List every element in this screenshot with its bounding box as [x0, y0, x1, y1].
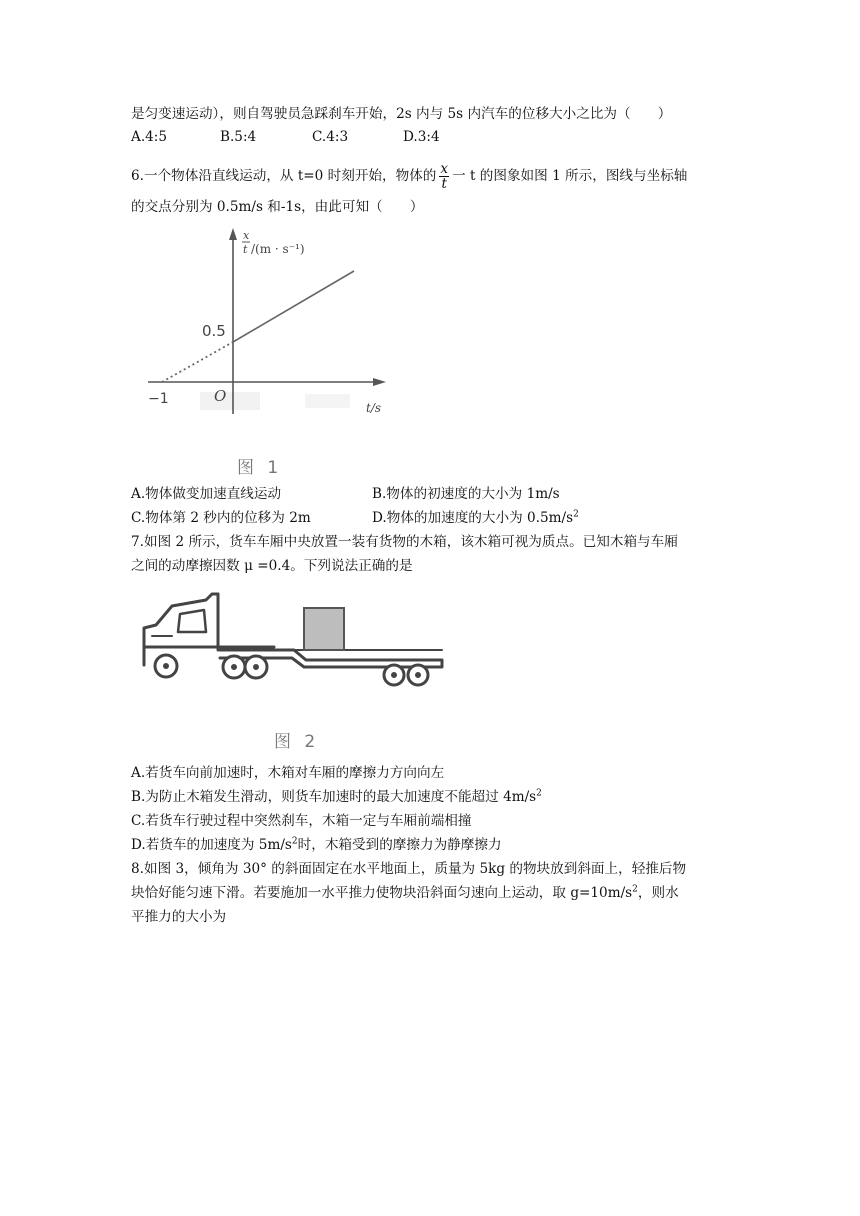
x-axis-arrow: [373, 378, 386, 386]
cab-window: [178, 610, 206, 632]
q6-option-d: [372, 508, 579, 528]
q6-stem-part1: 6.一个物体沿直线运动，从 t=0 时刻开始，物体的: [131, 168, 437, 184]
figure-1-caption: 图 1: [237, 458, 283, 478]
fraction-denominator: t: [441, 176, 447, 192]
scan-blemish: [305, 394, 350, 408]
q5-option-b: B.5:4: [220, 129, 257, 145]
q7-option-d: [131, 835, 502, 855]
q7-option-a: A.若货车向前加速时，木箱对车厢的摩擦力方向向左: [131, 765, 445, 781]
q8-stem-line1: 8.如图 3，倾角为 30° 的斜面固定在水平地面上，质量为 5kg 的物块放到斜面上，轻推后物: [131, 861, 687, 877]
figure-2-truck: [134, 570, 454, 695]
cargo-box: [304, 608, 344, 650]
q6-option-b: B.物体的初速度的大小为 1m/s: [372, 486, 560, 502]
q6-x-over-t-fraction: [439, 162, 449, 191]
q5-stem-tail: 是匀变速运动），则自驾驶员急踩刹车开始，2s 内与 5s 内汽车的位移大小之比为（ ）: [131, 106, 672, 122]
q8-stem-line2: [131, 883, 679, 903]
q8-line2-text-post: ，则水: [637, 885, 679, 901]
q7-option-b: [131, 787, 542, 807]
q8-stem-line3: 平推力的大小为: [131, 909, 227, 925]
x-axis-label: t/s: [366, 401, 382, 415]
q8-line2-text-pre: 块恰好能匀速下滑。若要施加一水平推力使物块沿斜面匀速向上运动，取 g=10m/s: [131, 885, 633, 901]
superscript: 2: [536, 788, 542, 799]
option-d-text: D.物体的加速度的大小为 0.5m/s: [372, 510, 574, 526]
q7-stem-line1: 7.如图 2 所示，货车车厢中央放置一装有货物的木箱，该木箱可视为质点。已知木箱与车厢: [131, 534, 678, 550]
origin-label: O: [214, 387, 227, 405]
option-d-text-post: 时，木箱受到的摩擦力为静摩擦力: [297, 837, 502, 853]
fraction-numerator: x: [440, 161, 449, 177]
graph-line: [233, 271, 354, 342]
q6-stem-line2: 的交点分别为 0.5m/s 和-1s，由此可知（ ）: [131, 199, 424, 215]
y-label-frac-den: t: [243, 243, 248, 256]
q7-option-c: C.若货车行驶过程中突然刹车，木箱一定与车厢前端相撞: [131, 813, 472, 829]
wheel-hubs: [163, 663, 421, 678]
q6-stem-line1: [131, 162, 687, 191]
option-b-text: B.为防止木箱发生滑动，则货车加速时的最大加速度不能超过 4m/s: [131, 789, 537, 805]
x-tick-label: −1: [148, 391, 169, 407]
superscript: 2: [632, 884, 638, 895]
q6-stem-part2: 一 t 的图象如图 1 所示，图线与坐标轴: [452, 168, 688, 184]
y-label-frac-num: x: [243, 229, 250, 242]
y-tick-label: 0.5: [202, 322, 226, 340]
q5-option-c: C.4:3: [312, 129, 349, 145]
figure-2-caption: 图 2: [274, 732, 320, 752]
gooseneck-step: [294, 650, 306, 660]
y-axis-arrow: [229, 228, 237, 240]
option-d-text-pre: D.若货车的加速度为 5m/s: [131, 837, 292, 853]
figure-1-graph: [140, 222, 400, 422]
dotted-extension: [162, 342, 233, 382]
y-axis-unit-label: /(m · s⁻¹): [251, 242, 305, 256]
scan-blemish: [200, 392, 260, 410]
q5-option-a: A.4:5: [131, 129, 168, 145]
superscript: 2: [291, 836, 298, 847]
q5-option-d: D.3:4: [403, 129, 440, 145]
q7-stem-line2: 之间的动摩擦因数 μ =0.4。下列说法正确的是: [131, 558, 413, 574]
superscript: 2: [573, 509, 579, 520]
q6-option-a: A.物体做变加速直线运动: [131, 486, 282, 502]
q6-option-c: C.物体第 2 秒内的位移为 2m: [131, 510, 311, 526]
